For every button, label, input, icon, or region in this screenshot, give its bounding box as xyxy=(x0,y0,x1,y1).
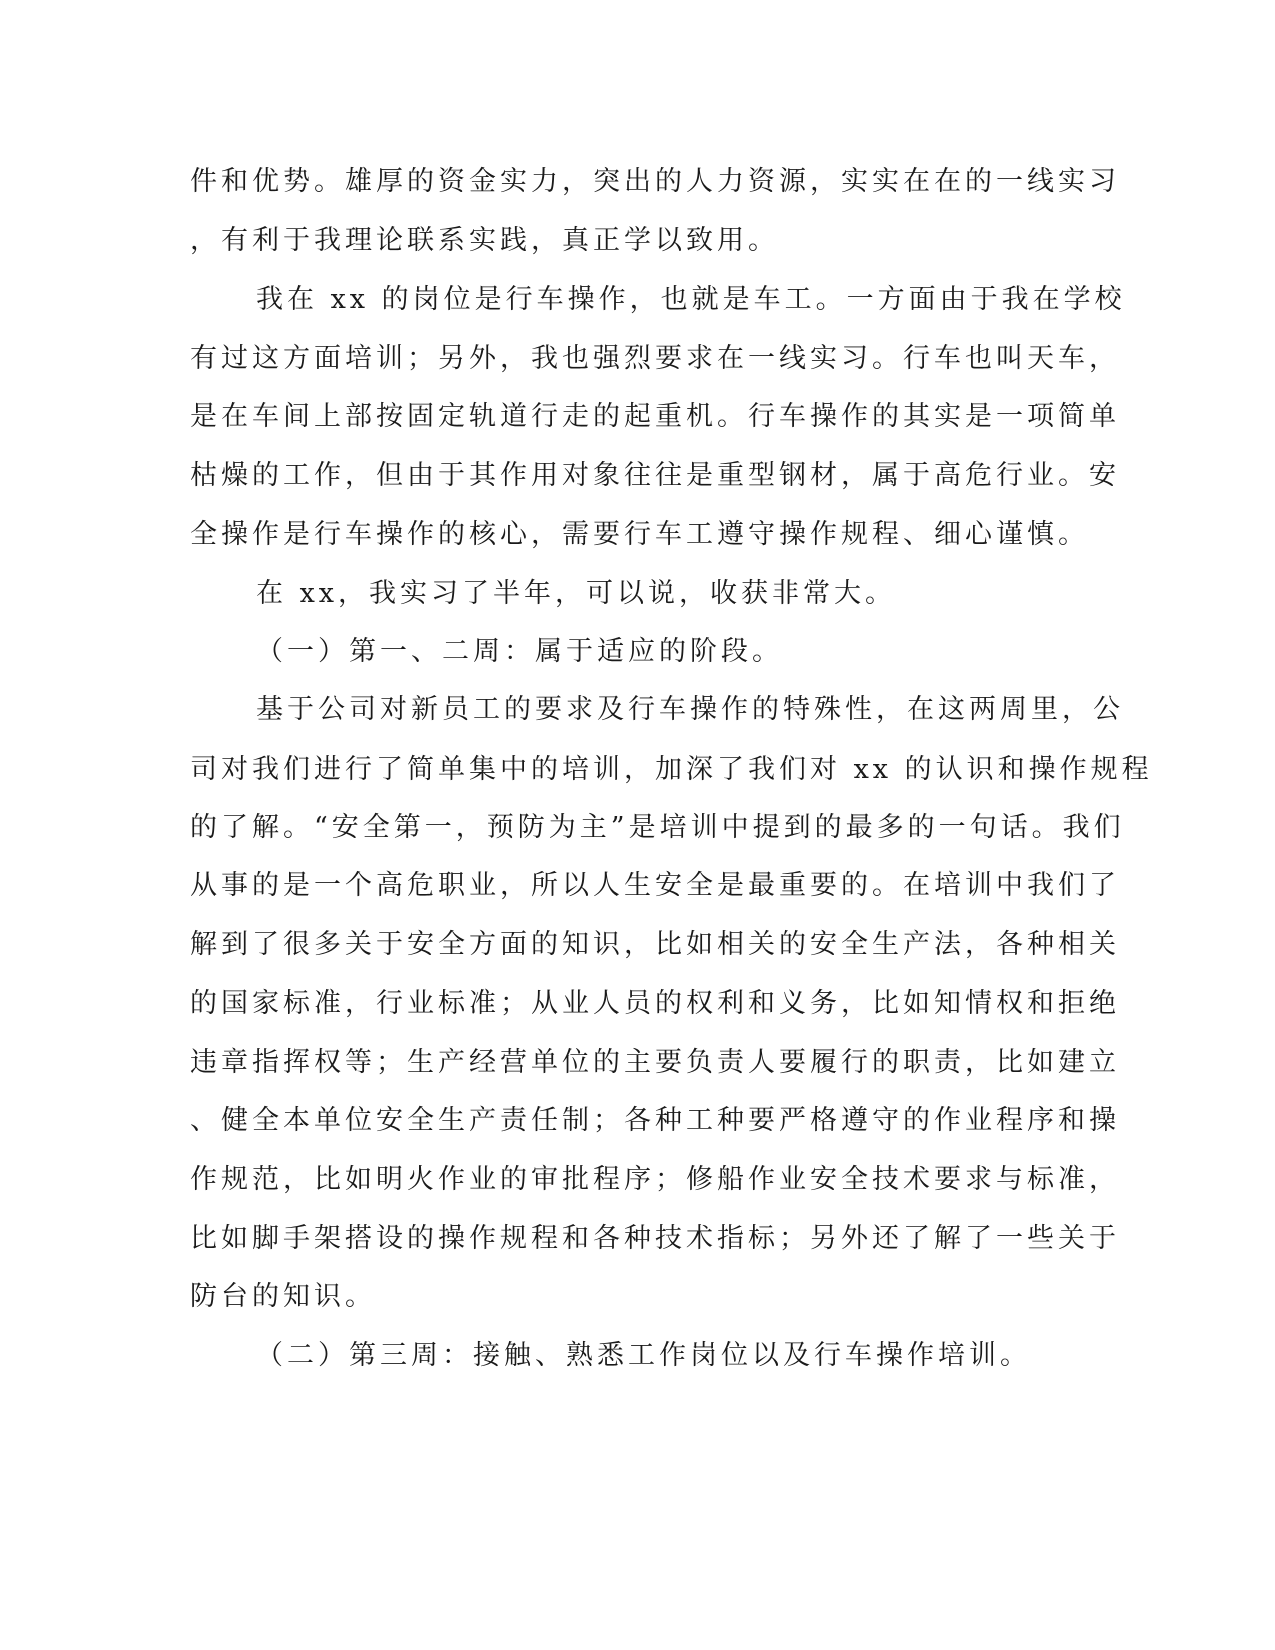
paragraph-4-line-9: 作规范，比如明火作业的审批程序；修船作业安全技术要求与标准， xyxy=(190,1164,1120,1195)
paragraph-4-line-8: 、健全本单位安全生产责任制；各种工种要严格遵守的作业程序和操 xyxy=(190,1105,1120,1136)
paragraph-2-line-4: 枯燥的工作，但由于其作用对象往往是重型钢材，属于高危行业。安 xyxy=(190,460,1120,491)
paragraph-4-line-10: 比如脚手架搭设的操作规程和各种技术指标；另外还了解了一些关于 xyxy=(190,1223,1120,1254)
paragraph-4-line-11: 防台的知识。 xyxy=(190,1281,376,1312)
paragraph-2-line-3: 是在车间上部按固定轨道行走的起重机。行车操作的其实是一项简单 xyxy=(190,401,1120,432)
text-line-1: 件和优势。雄厚的资金实力，突出的人力资源，实实在在的一线实习 xyxy=(190,166,1120,197)
paragraph-4-line-7: 违章指挥权等；生产经营单位的主要负责人要履行的职责，比如建立 xyxy=(190,1047,1120,1078)
paragraph-2-line-5: 全操作是行车操作的核心，需要行车工遵守操作规程、细心谨慎。 xyxy=(190,519,1089,550)
paragraph-2-line-2: 有过这方面培训；另外，我也强烈要求在一线实习。行车也叫天车， xyxy=(190,343,1120,374)
section-heading-2: （二）第三周：接触、熟悉工作岗位以及行车操作培训。 xyxy=(256,1340,1031,1371)
text-line-2: ，有利于我理论联系实践，真正学以致用。 xyxy=(190,225,779,256)
paragraph-4-line-6: 的国家标准，行业标准；从业人员的权利和义务，比如知情权和拒绝 xyxy=(190,988,1120,1019)
paragraph-4-line-5: 解到了很多关于安全方面的知识，比如相关的安全生产法，各种相关 xyxy=(190,929,1120,960)
section-heading-1: （一）第一、二周：属于适应的阶段。 xyxy=(256,636,783,667)
paragraph-2-line-1: 我在 xx 的岗位是行车操作，也就是车工。一方面由于我在学校 xyxy=(256,284,1126,315)
paragraph-4-line-3: 的了解。“安全第一，预防为主”是培训中提到的最多的一句话。我们 xyxy=(190,812,1125,843)
paragraph-4-line-4: 从事的是一个高危职业，所以人生安全是最重要的。在培训中我们了 xyxy=(190,870,1120,901)
paragraph-4-line-1: 基于公司对新员工的要求及行车操作的特殊性，在这两周里，公 xyxy=(256,694,1124,725)
paragraph-3-line-1: 在 xx，我实习了半年，可以说，收获非常大。 xyxy=(256,578,897,609)
paragraph-4-line-2: 司对我们进行了简单集中的培训，加深了我们对 xx 的认识和操作规程 xyxy=(190,754,1153,785)
